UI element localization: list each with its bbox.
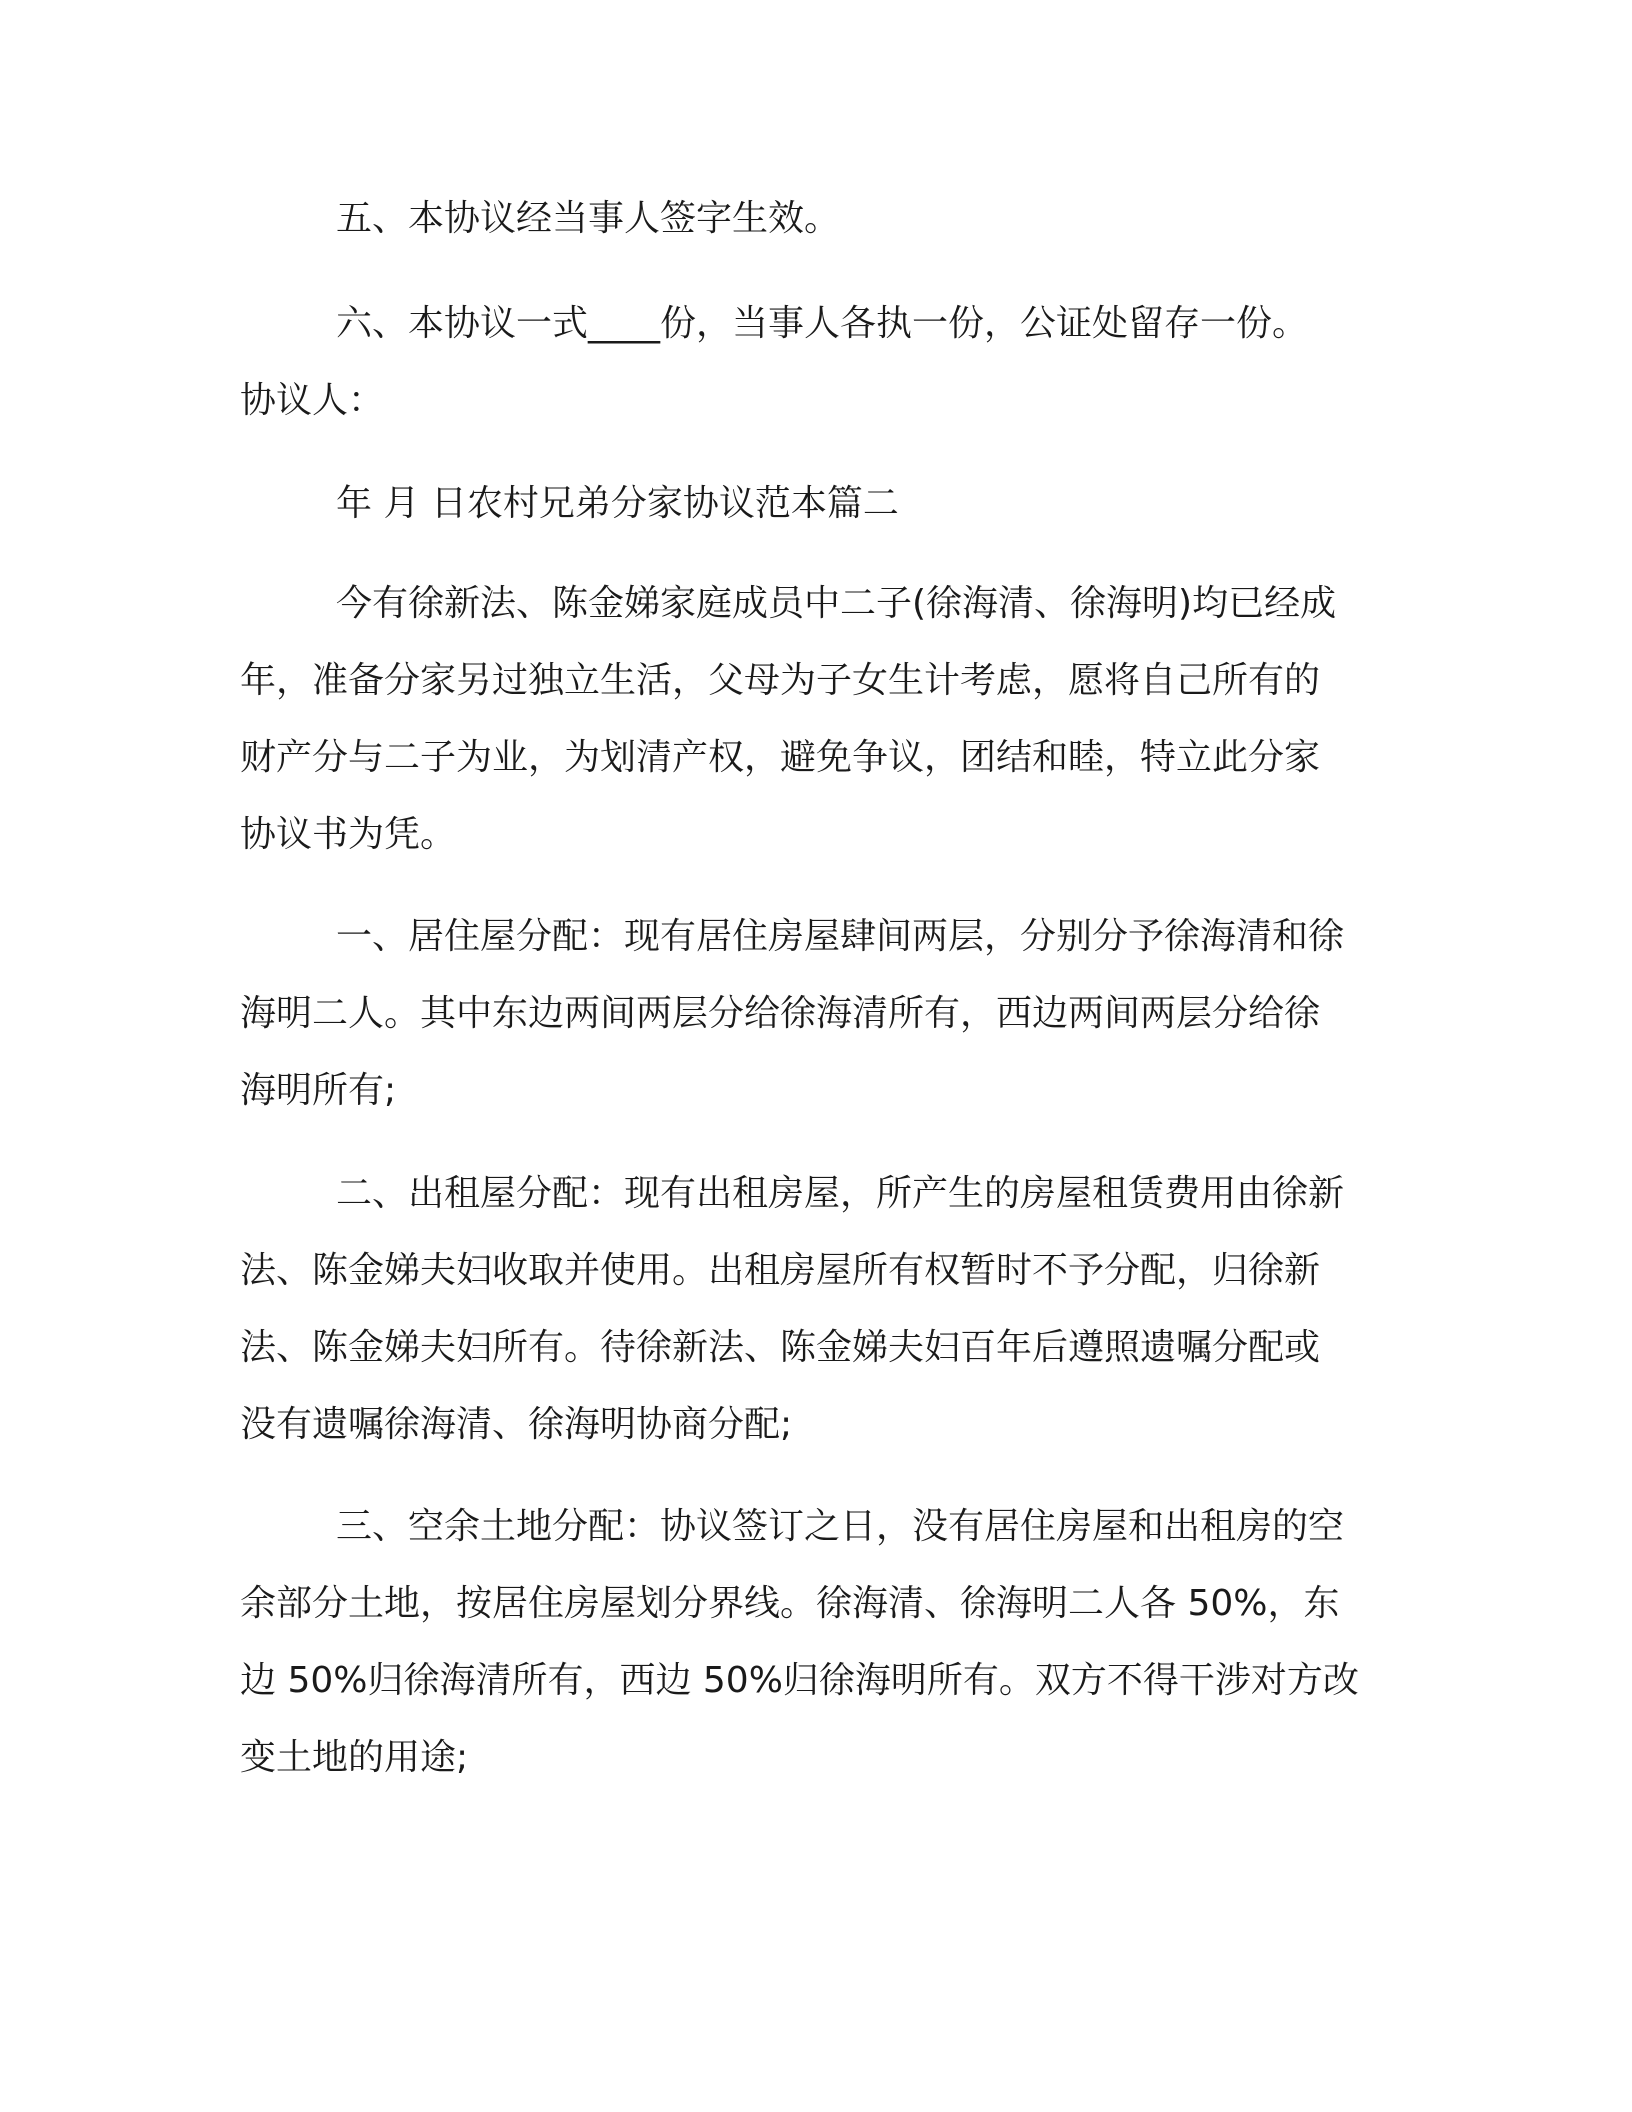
text-line: 协议书为凭。 [240, 814, 457, 855]
text-line: 五、本协议经当事人签字生效。 [336, 198, 841, 239]
signatory-label: 协议人： [240, 380, 385, 421]
text-line: 今有徐新法、陈金娣家庭成员中二子(徐海清、徐海明)均已经成 [336, 583, 1337, 624]
text-line: 法、陈金娣夫妇所有。待徐新法、陈金娣夫妇百年后遵照遗嘱分配或 [240, 1327, 1321, 1368]
article-two [240, 1155, 1390, 1463]
text-line: 一、居住屋分配：现有居住房屋肆间两层，分别分予徐海清和徐 [336, 916, 1345, 957]
text-line: 财产分与二子为业，为划清产权，避免争议，团结和睦，特立此分家 [240, 737, 1321, 778]
text-line: 年，准备分家另过独立生活，父母为子女生计考虑，愿将自己所有的 [240, 660, 1321, 701]
text-line: 二、出租屋分配：现有出租房屋，所产生的房屋租赁费用由徐新 [336, 1173, 1345, 1214]
text-line: 三、空余土地分配：协议签订之日，没有居住房屋和出租房的空 [336, 1506, 1345, 1547]
clause-five [240, 180, 1390, 257]
text-line: 六、本协议一式____份，当事人各执一份，公证处留存一份。 [336, 303, 1309, 344]
text-line: 法、陈金娣夫妇收取并使用。出租房屋所有权暂时不予分配，归徐新 [240, 1250, 1321, 1291]
text-line: 没有遗嘱徐海清、徐海明协商分配; [240, 1404, 793, 1445]
article-one [240, 898, 1390, 1129]
text-line: 变土地的用途; [240, 1737, 469, 1778]
text-line: 海明二人。其中东边两间两层分给徐海清所有，西边两间两层分给徐 [240, 993, 1321, 1034]
date-and-title-line: 年 月 日农村兄弟分家协议范本篇二 [336, 483, 899, 524]
text-line: 余部分土地，按居住房屋划分界线。徐海清、徐海明二人各 50%，东 [240, 1583, 1340, 1624]
preamble-paragraph [240, 565, 1390, 873]
article-three [240, 1488, 1390, 1796]
text-line: 海明所有; [240, 1070, 397, 1111]
text-line: 边 50%归徐海清所有，西边 50%归徐海明所有。双方不得干涉对方改 [240, 1660, 1359, 1701]
clause-six [240, 285, 1390, 439]
section-heading [240, 465, 1390, 542]
